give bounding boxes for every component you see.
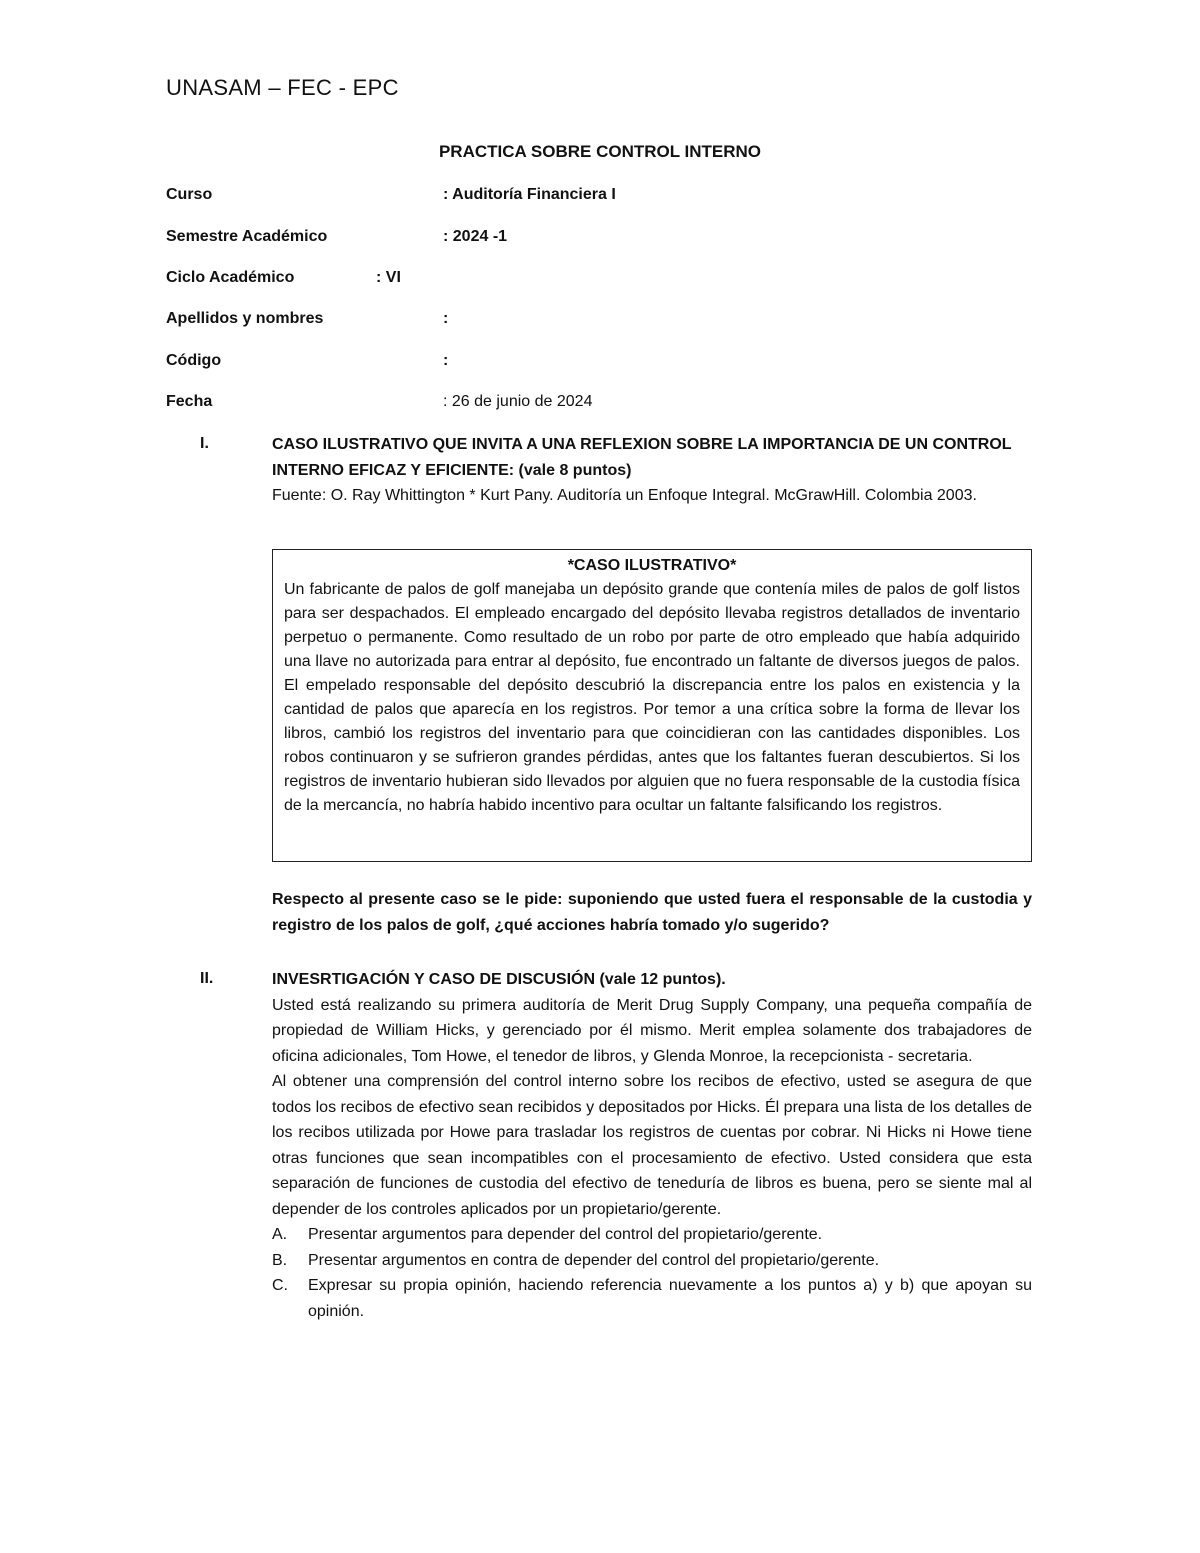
field-value-ciclo: : VI — [376, 269, 401, 286]
field-label-ciclo: Ciclo Académico — [166, 269, 295, 286]
list-item-text: Expresar su propia opinión, haciendo referencia nuevamente a los puntos a) y b) que apoyan su opinión. — [308, 1277, 1032, 1320]
section-1-question: Respecto al presente caso se le pide: suponiendo que usted fuera el responsable de la custodia y registro de los palos de golf, ¿qué acciones habría tomado y/o sugerido? — [272, 891, 1032, 934]
section-1-source: Fuente: O. Ray Whittington * Kurt Pany. Auditoría un Enfoque Integral. McGrawHill. Colombia 2003. — [272, 487, 977, 504]
list-item-letter: B. — [272, 1251, 288, 1269]
field-value-semestre: : 2024 -1 — [443, 228, 508, 245]
list-item-letter: A. — [272, 1226, 288, 1243]
list-item — [272, 1248, 1032, 1274]
field-label-apellidos: Apellidos y nombres — [166, 310, 324, 327]
list-item-text: Presentar argumentos para depender del control del propietario/gerente. — [308, 1226, 823, 1243]
field-label-semestre: Semestre Académico — [166, 228, 328, 245]
field-value-codigo: : — [443, 352, 449, 369]
section-2-paragraph-2: Al obtener una comprensión del control interno sobre los recibos de efectivo, usted se asegura de que todos los recibos de efectivo sean recibidos y depositados por Hicks. Él prepara una lista de los detalles de los recibos utilizada por Howe para trasladar los registros de cuentas por cobrar. Ni Hicks ni Howe tiene otras funciones que sean incompatibles con el procesamiento de efectivo. Usted considera que esta separación de funciones de custodia del efectivo de teneduría de libros es buena, pero se siente mal al depender de los controles aplicados por un propietario/gerente. — [272, 1073, 1032, 1218]
field-value-apellidos: : — [443, 310, 449, 327]
document-title: PRACTICA SOBRE CONTROL INTERNO — [438, 142, 762, 161]
institution-header: UNASAM – FEC - EPC — [166, 75, 399, 100]
field-value-fecha: : 26 de junio de 2024 — [443, 393, 593, 410]
list-item-text: Presentar argumentos en contra de depender del control del propietario/gerente. — [308, 1251, 880, 1269]
section-1-number: I. — [200, 435, 209, 452]
section-2-paragraph-1: Usted está realizando su primera auditoría de Merit Drug Supply Company, una pequeña compañía de propiedad de William Hicks, y gerenciado por él mismo. Merit emplea solamente dos trabajadores de oficina adicionales, Tom Howe, el tenedor de libros, y Glenda Monroe, la recepcionista - secretaria. — [272, 996, 1032, 1065]
field-label-fecha: Fecha — [166, 393, 213, 410]
case-box-text: Un fabricante de palos de golf manejaba un depósito grande que contenía miles de palos de golf listos para ser despachados. El empleado encargado del depósito llevaba registros detallados de inventario perpetuo o permanente. Como resultado de un robo por parte de otro empleado que había adquirido una llave no autorizada para entrar al depósito, fue encontrado un faltante de diversos juegos de palos. El empelado responsable del depósito descubrió la discrepancia entre los palos en existencia y la cantidad de palos que aparecía en los registros. Por temor a una crítica sobre la forma de llevar los libros, cambió los registros del inventario para que coincidieran con las cantidades disponibles. Los robos continuaron y se sufrieron grandes pérdidas, antes que los faltantes fueran descubiertos. Si los registros de inventario hubieran sido llevados por alguien que no fuera responsable de la custodia física de la mercancía, no habría habido incentivo para ocultar un faltante falsificando los registros. — [284, 581, 1020, 814]
field-label-curso: Curso — [166, 186, 213, 203]
field-value-curso: : Auditoría Financiera I — [443, 186, 616, 203]
case-box-title: *CASO ILUSTRATIVO* — [567, 557, 737, 574]
list-item-letter: C. — [272, 1277, 288, 1294]
case-box — [272, 549, 1032, 862]
section-2-body — [272, 967, 1032, 1324]
section-2-number: II. — [200, 970, 214, 987]
section-1-body — [272, 432, 1032, 509]
section-2-heading: INVESRTIGACIÓN Y CASO DE DISCUSIÓN (vale 12 puntos). — [272, 971, 726, 988]
list-item — [272, 1273, 1032, 1324]
list-item — [272, 1222, 1032, 1248]
section-1-heading: CASO ILUSTRATIVO QUE INVITA A UNA REFLEXION SOBRE LA IMPORTANCIA DE UN CONTROL INTERNO EFICAZ Y EFICIENTE: (vale 8 puntos) — [272, 436, 1012, 479]
field-label-codigo: Código — [166, 352, 222, 369]
